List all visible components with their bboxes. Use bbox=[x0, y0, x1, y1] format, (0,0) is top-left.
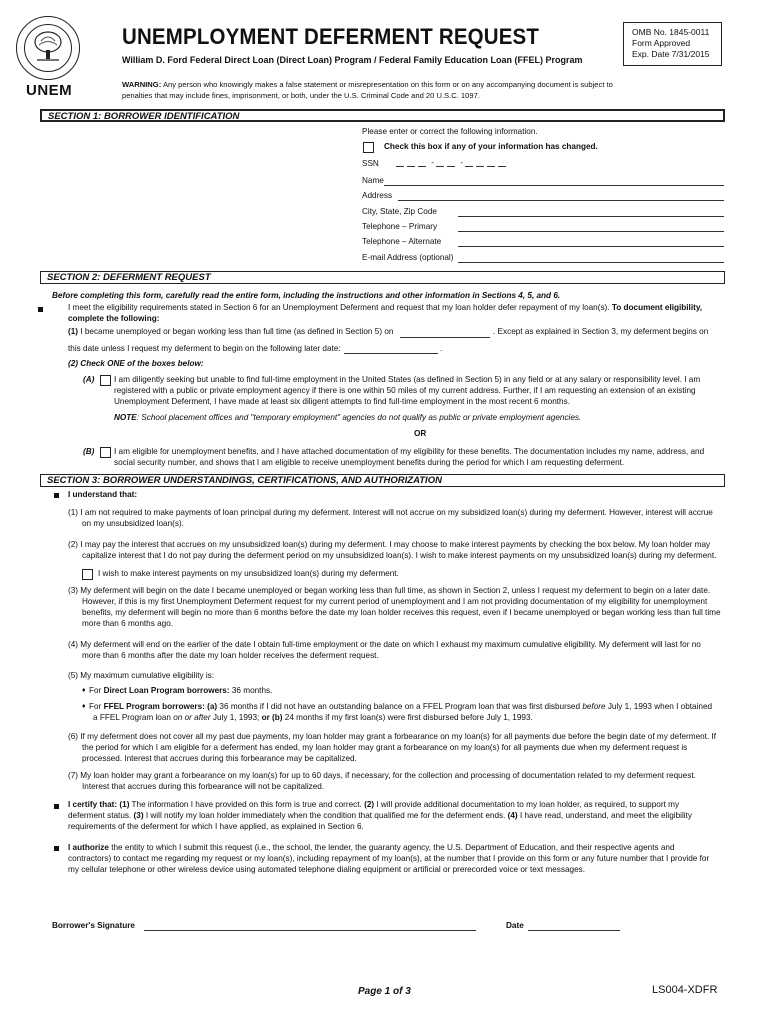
warning-text: WARNING: Any person who knowingly makes a false statement or misrepresentation on this form or on any accompanying document is subject to penalties that may include fines, imprisonment, or both, under the U.S. Criminal Code and 20 U.S.C. 1097. bbox=[122, 80, 613, 100]
unemployed-date-field[interactable] bbox=[400, 337, 490, 338]
ssn-label: SSN bbox=[362, 159, 379, 168]
name-label: Name bbox=[362, 176, 384, 185]
diamond-bullet-icon: ♦ bbox=[82, 687, 86, 694]
section-3-header: SECTION 3: BORROWER UNDERSTANDINGS, CERTIFICATIONS, AND AUTHORIZATION bbox=[40, 474, 725, 487]
email-label: E-mail Address (optional) bbox=[362, 253, 454, 262]
omb-approved: Form Approved bbox=[632, 38, 691, 48]
option-a-label: (A) bbox=[83, 375, 95, 384]
section-2-header: SECTION 2: DEFERMENT REQUEST bbox=[40, 271, 725, 284]
email-field[interactable] bbox=[458, 262, 724, 263]
option-a-text: I am diligently seeking but unable to find full-time employment in the United States (as defined in Section 5) in any field or at any salary or responsibility level. I am registered with a public or private employment agency if there is one within 50 miles of my current address. Further, if I am requesting an extension of an existing Unemployment Deferment, I have made at least six diligent attempts to find full-time employment in the most recent 6 months. bbox=[114, 375, 701, 406]
info-changed-checkbox[interactable] bbox=[363, 142, 374, 153]
page-title: UNEMPLOYMENT DEFERMENT REQUEST bbox=[122, 24, 540, 49]
omb-box bbox=[623, 22, 722, 66]
omb-number: OMB No. 1845-0011 bbox=[632, 27, 710, 37]
date-label: Date bbox=[506, 921, 524, 930]
understanding-4: (4) My deferment will end on the earlier of the date I obtain full-time employment or the date on which I exhaust my maximum cumulative eligibility. My deferment will last for no more than 6 months after the date my loan holder receives the deferment request. bbox=[68, 640, 701, 660]
bullet-icon bbox=[38, 307, 43, 312]
city-label: City, State, Zip Code bbox=[362, 207, 437, 216]
section-1-header: SECTION 1: BORROWER IDENTIFICATION bbox=[40, 109, 725, 122]
ssn-field[interactable]: - - bbox=[396, 158, 509, 167]
option-b-label: (B) bbox=[83, 447, 95, 456]
q2-label: (2) Check ONE of the boxes below: bbox=[68, 359, 204, 368]
later-date-field[interactable] bbox=[344, 353, 438, 354]
form-id: LS004-XDFR bbox=[652, 984, 718, 996]
tel-alt-label: Telephone – Alternate bbox=[362, 237, 442, 246]
signature-label: Borrower's Signature bbox=[52, 921, 135, 930]
understand-label: I understand that: bbox=[68, 490, 138, 499]
section-2-complete: complete the following: bbox=[68, 314, 160, 323]
understanding-5: (5) My maximum cumulative eligibility is: bbox=[68, 671, 215, 680]
understanding-2: (2) I may pay the interest that accrues on my unsubsidized loan(s) during my deferment. I may choose to make interest payments by checking the box below. My loan holder may capitalize interest that I do not pay during the deferment period on my unsubsidized loan(s). I wish to make interest payments on my unsubsidized loan(s) during my deferment. bbox=[68, 540, 717, 560]
signature-field[interactable] bbox=[144, 930, 476, 931]
tree-icon bbox=[31, 29, 65, 65]
q1-text-b: . Except as explained in Section 3, my deferment begins on bbox=[493, 327, 709, 336]
form-code: UNEM bbox=[26, 82, 73, 99]
understanding-5b: For FFEL Program borrowers: (a) 36 months if I did not have an outstanding balance on a FFEL Program loan that was first disbursed before July 1, 1993 when I obtained a FFEL Program loan on or after July 1, 1993; or (b) 24 months if my first loan(s) were first disbursed before July 1, 1993. bbox=[89, 702, 713, 722]
option-b-checkbox[interactable] bbox=[100, 447, 111, 458]
city-field[interactable] bbox=[458, 216, 724, 217]
tel-primary-label: Telephone – Primary bbox=[362, 222, 438, 231]
or-label: OR bbox=[414, 429, 427, 438]
certification-text: I certify that: (1) The information I have provided on this form is true and correct. (2) I will provide additional documentation to my loan holder, as required, to support my deferment status. (3) I will notify my loan holder immediately when the condition that qualified me for the deferment ends. (4) I have read, understand, and meet the eligibility requirements of the deferment for which I have applied, as explained in Section 6. bbox=[68, 800, 692, 831]
bullet-icon bbox=[54, 493, 59, 498]
tel-primary-field[interactable] bbox=[458, 231, 724, 232]
info-changed-label: Check this box if any of your information has changed. bbox=[384, 142, 598, 151]
section-1-intro: Please enter or correct the following information. bbox=[362, 127, 538, 136]
option-a-checkbox[interactable] bbox=[100, 375, 111, 386]
page-number: Page 1 of 3 bbox=[358, 986, 411, 997]
address-label: Address bbox=[362, 191, 393, 200]
q1-text: (1) I became unemployed or began working less than full time (as defined in Section 5) on bbox=[68, 327, 394, 336]
authorization-text: I authorize the entity to which I submit this request (i.e., the school, the lender, the guaranty agency, the U.S. Department of Education, and their respective agents and contractors) to contact me regarding my request or my loan(s), including repayment of my loan(s), at the number that I provide on this form or any future number that I provide for my cellular telephone or other wireless device using automated telephone dialing equipment or artificial or prerecorded voice or text messages. bbox=[68, 843, 710, 874]
signature-date-field[interactable] bbox=[528, 930, 620, 931]
tel-alt-field[interactable] bbox=[458, 246, 724, 247]
omb-expiration: Exp. Date 7/31/2015 bbox=[632, 49, 710, 59]
name-field[interactable] bbox=[384, 185, 724, 186]
section-2-before: Before completing this form, carefully read the entire form, including the instructions and other information in Sections 4, 5, and 6. bbox=[52, 291, 561, 300]
q1-text-c: this date unless I request my deferment to begin on the following later date: bbox=[68, 344, 341, 353]
interest-payment-checkbox[interactable] bbox=[82, 569, 93, 580]
understanding-3: (3) My deferment will begin on the date I became unemployed or began working less than full time, as shown in Section 2, unless I request my deferment to begin on a later date. However, if this is my first Unemployment Deferment request for my current period of unemployment and I am not providing documentation of my eligibility for unemployment benefits, my deferment will begin no more than 6 months before the date my loan holder receives this request, even if I became unemployed or began working less than full time more than 6 months ago. bbox=[68, 586, 721, 628]
understanding-5a: For Direct Loan Program borrowers: 36 months. bbox=[89, 686, 273, 695]
understanding-7: (7) My loan holder may grant a forbearance on my loan(s) for up to 60 days, if necessary, for the collection and processing of documentation related to my deferment request. Interest that accrues during this forbearance will not be capitalized. bbox=[68, 771, 696, 791]
address-field[interactable] bbox=[398, 200, 724, 201]
bullet-icon bbox=[54, 804, 59, 809]
page-subtitle: William D. Ford Federal Direct Loan (Direct Loan) Program / Federal Family Education Loan (FFEL) Program bbox=[122, 55, 583, 65]
option-a-note: NOTE: School placement offices and "temporary employment" agencies do not qualify as public or private employment agencies. bbox=[114, 413, 582, 422]
understanding-6: (6) If my deferment does not cover all my past due payments, my loan holder may grant a forbearance on my loan(s) for all payments due before the begin date of my deferment. If the period for which I am eligible for a deferment has ended, my loan holder may grant a forbearance on my loan(s) for all payments due when my deferment request is processed. Interest that accrues during this forbearance may be capitalized. bbox=[68, 732, 717, 763]
department-seal bbox=[16, 16, 80, 80]
bullet-icon bbox=[54, 846, 59, 851]
option-b-text: I am eligible for unemployment benefits, and I have attached documentation of my eligibility for these benefits. The documentation includes my name, address, and social security number, and shows that I am eligible to receive unemployment benefits during the period for which I am requesting deferment. bbox=[114, 447, 705, 467]
understanding-1: (1) I am not required to make payments of loan principal during my deferment. Interest will not accrue on my subsidized loan(s) during my deferment. However, interest will accrue on my unsubsidized loan(s). bbox=[68, 508, 713, 528]
interest-payment-label: I wish to make interest payments on my unsubsidized loan(s) during my deferment. bbox=[98, 569, 399, 578]
diamond-bullet-icon: ♦ bbox=[82, 703, 86, 710]
section-2-meet: I meet the eligibility requirements stated in Section 6 for an Unemployment Deferment and request that my loan holder defer repayment of my loan(s). To document eligibility, bbox=[68, 303, 703, 312]
